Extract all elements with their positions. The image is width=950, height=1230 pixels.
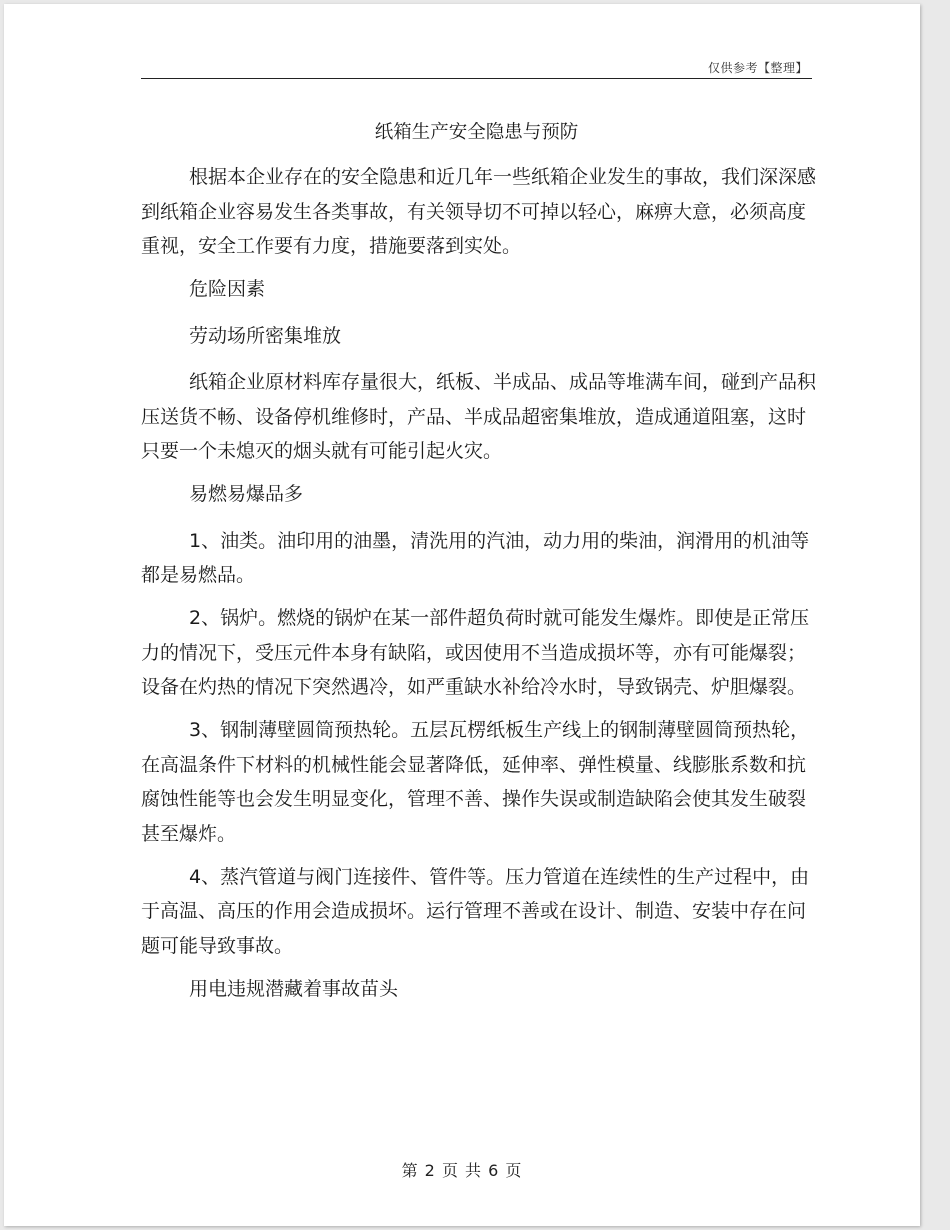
subsection-heading-electrical: 用电违规潜藏着事故苗头 bbox=[189, 977, 399, 1000]
paragraph-boiler: 2、锅炉。燃烧的锅炉在某一部件超负荷时就可能发生爆炸。即使是正常压力的情况下，受压元件本身有缺陷，或因使用不当造成损坏等，亦有可能爆裂；设备在灼热的情况下突然遇冷，如严重缺水补给冷水时，导致锅壳、炉胆爆裂。 bbox=[141, 607, 810, 698]
paragraph-preheat-roller: 3、钢制薄壁圆筒预热轮。五层瓦楞纸板生产线上的钢制薄壁圆筒预热轮，在高温条件下材料的机械性能会显著降低，延伸率、弹性模量、线膨胀系数和抗腐蚀性能等也会发生明显变化，管理不善、操作失误或制造缺陷会使其发生破裂甚至爆炸。 bbox=[141, 719, 810, 845]
document-page bbox=[4, 4, 920, 1226]
page-number: 第 2 页 共 6 页 bbox=[401, 1161, 523, 1180]
header-rule bbox=[141, 78, 812, 79]
paragraph-steam-pipes: 4、蒸汽管道与阀门连接件、管件等。压力管道在连续性的生产过程中，由于高温、高压的作用会造成损坏。运行管理不善或在设计、制造、安装中存在问题可能导致事故。 bbox=[141, 865, 810, 957]
document-body bbox=[141, 160, 816, 1018]
paragraph-oils: 1、油类。油印用的油墨，清洗用的汽油，动力用的柴油，润滑用的机油等都是易燃品。 bbox=[141, 529, 810, 586]
header-tag: 仅供参考【整理】 bbox=[707, 61, 808, 75]
paragraph-intro: 根据本企业存在的安全隐患和近几年一些纸箱企业发生的事故，我们深深感到纸箱企业容易发生各类事故，有关领导切不可掉以轻心，麻痹大意，必须高度重视，安全工作要有力度，措施要落到实处。 bbox=[141, 166, 817, 257]
subsection-heading-flammables: 易燃易爆品多 bbox=[189, 483, 304, 505]
paragraph-dense-stacking: 纸箱企业原材料库存量很大，纸板、半成品、成品等堆满车间，碰到产品积压送货不畅、设备停机维修时，产品、半成品超密集堆放，造成通道阻塞，这时只要一个未熄灭的烟头就有可能引起火灾。 bbox=[141, 371, 817, 462]
section-heading-hazards: 危险因素 bbox=[189, 278, 266, 300]
subsection-heading-dense-stacking: 劳动场所密集堆放 bbox=[189, 324, 342, 347]
document-title: 纸箱生产安全隐患与预防 bbox=[374, 122, 579, 143]
